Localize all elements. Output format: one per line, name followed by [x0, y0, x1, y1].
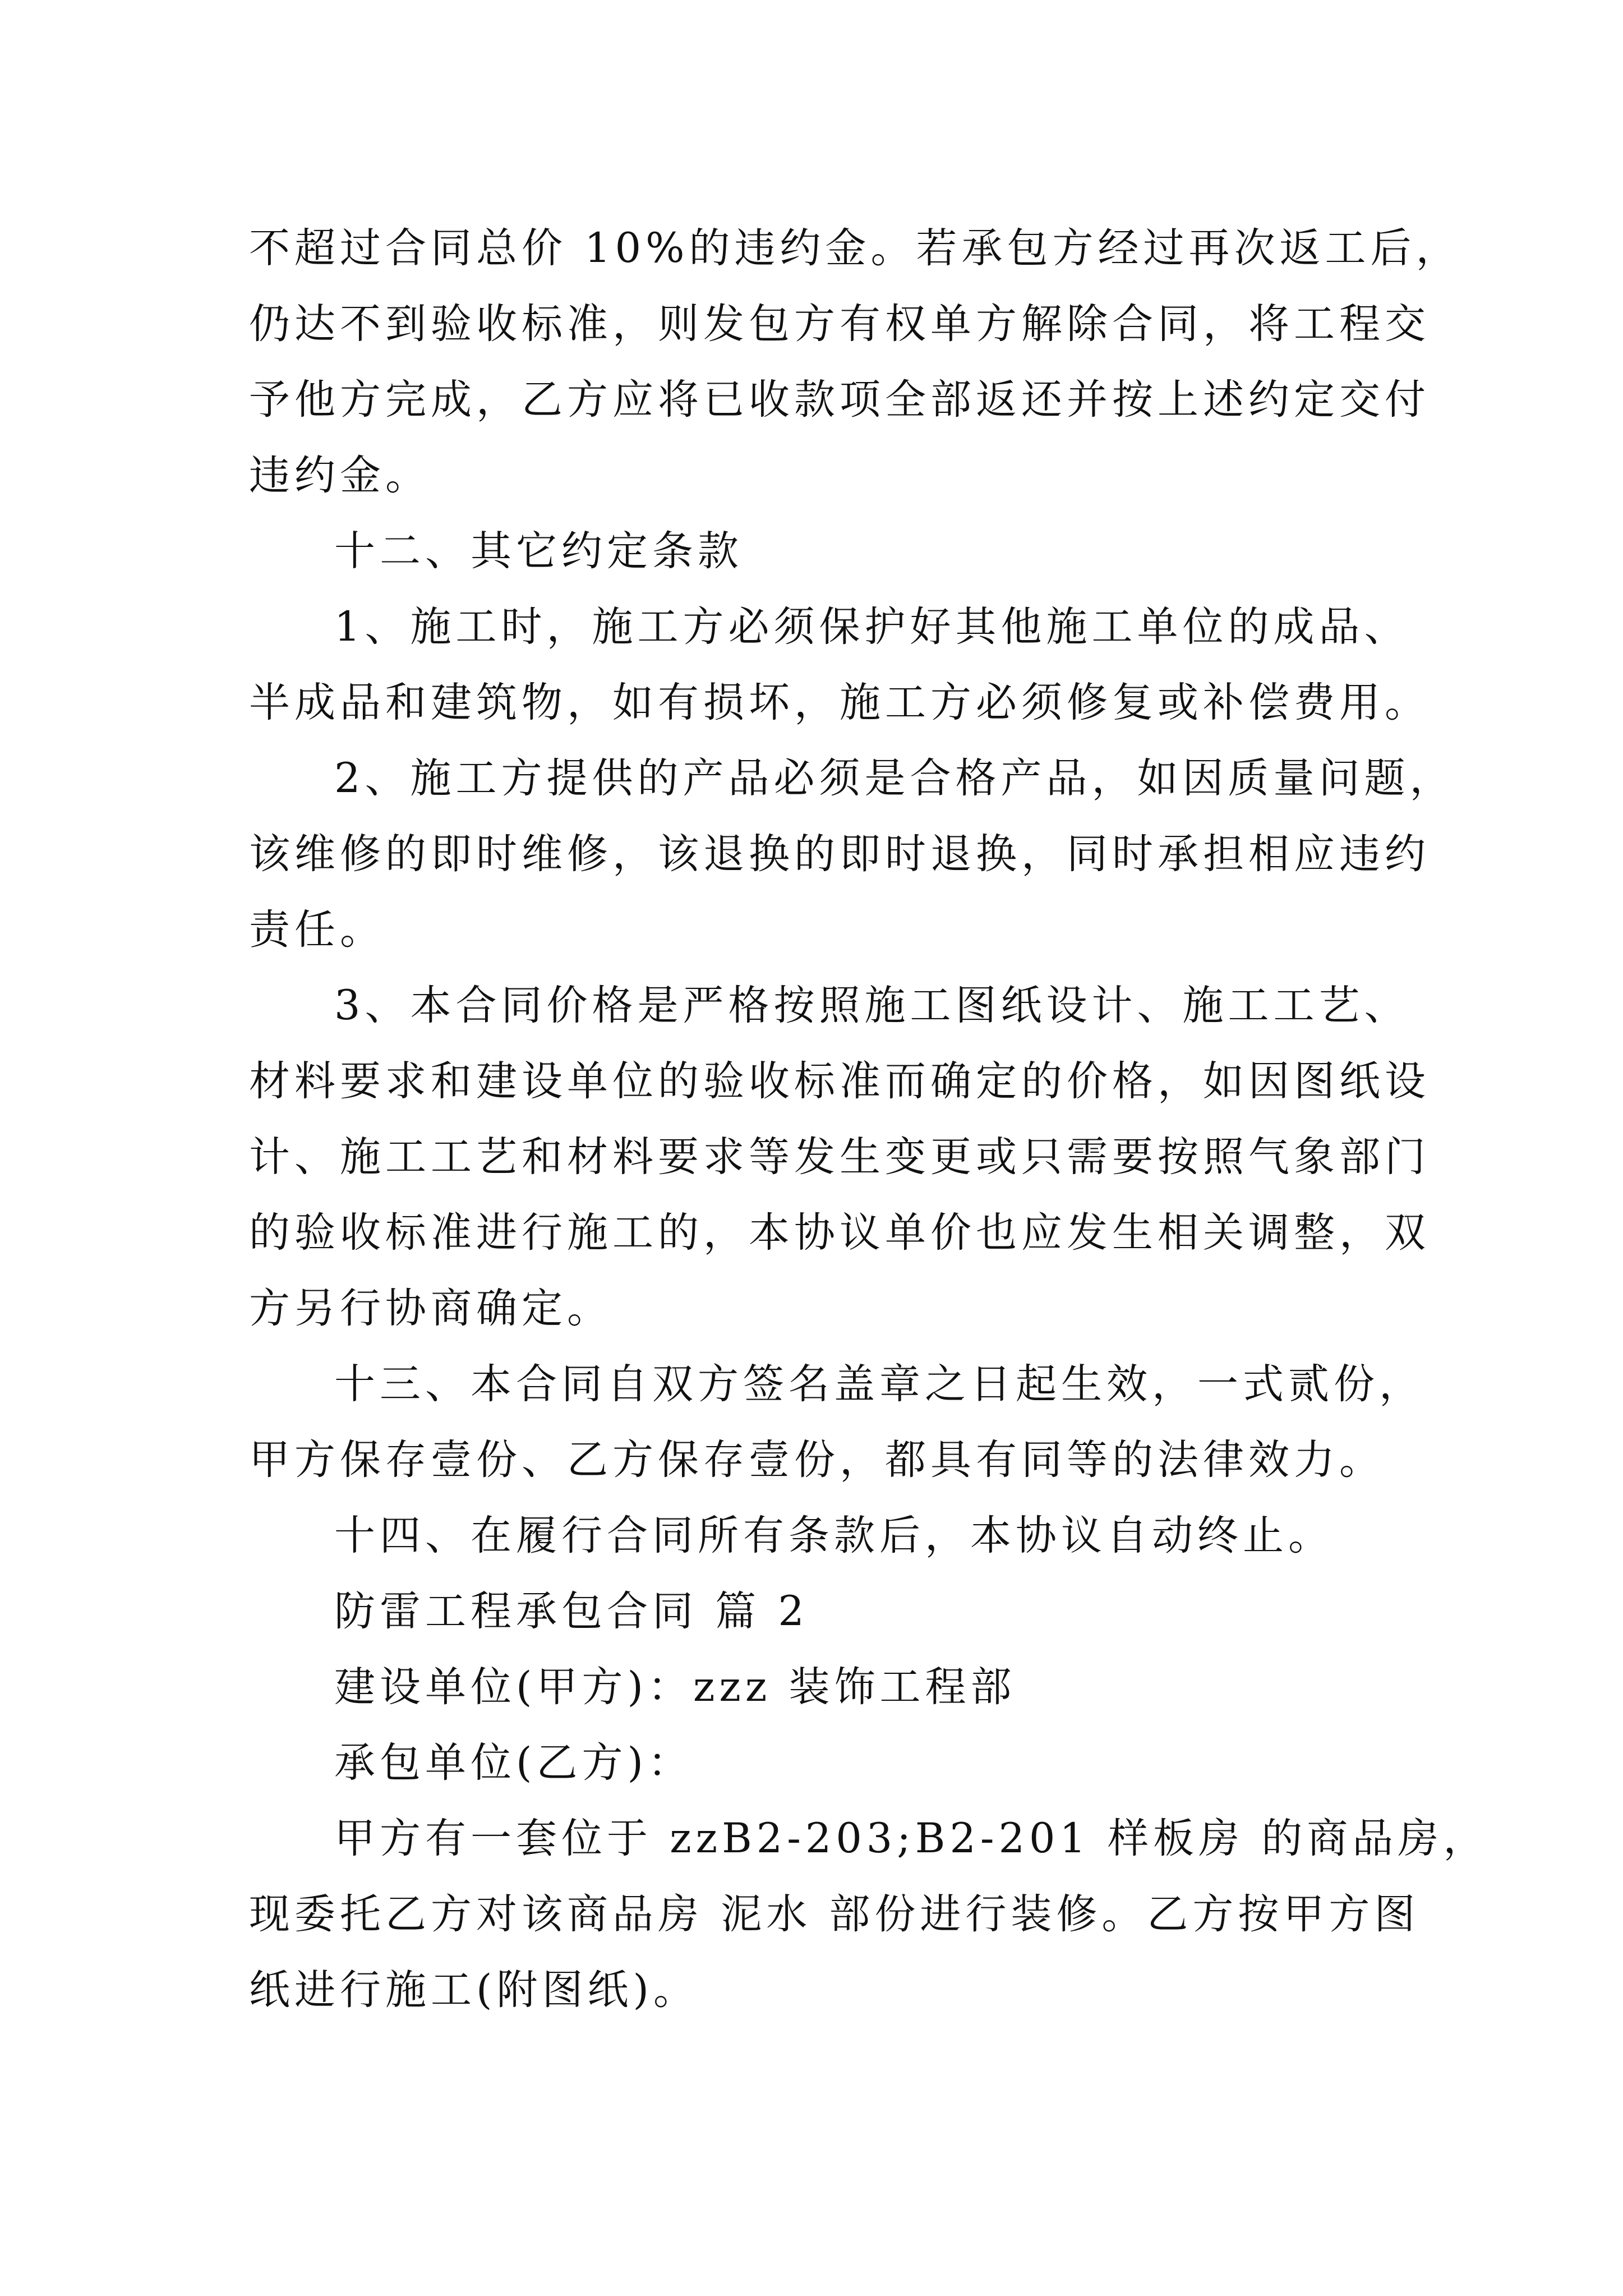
- text-line: 十三、本合同自双方签名盖章之日起生效，一式贰份，: [334, 1360, 1424, 1408]
- text-line: 建设单位(甲方)：zzz 装饰工程部: [334, 1663, 1016, 1711]
- text-line: 十二、其它约定条款: [334, 527, 743, 575]
- text-line: 责任。: [249, 906, 385, 954]
- text-line: 十四、在履行合同所有条款后，本协议自动终止。: [334, 1512, 1334, 1559]
- text-line: 计、施工工艺和材料要求等发生变更或只需要按照气象部门: [249, 1133, 1430, 1181]
- text-line: 违约金。: [249, 452, 431, 499]
- text-line: 纸进行施工(附图纸)。: [249, 1966, 699, 2014]
- document-body: [249, 210, 1489, 2028]
- text-line: 1、施工时，施工方必须保护好其他施工单位的成品、: [334, 603, 1410, 651]
- text-line: 半成品和建筑物，如有损坏，施工方必须修复或补偿费用。: [249, 679, 1430, 726]
- text-line: 2、施工方提供的产品必须是合格产品，如因质量问题，: [334, 754, 1455, 802]
- text-line: 方另行协商确定。: [249, 1285, 612, 1332]
- text-line: 现委托乙方对该商品房 泥水 部份进行装修。乙方按甲方图: [249, 1890, 1420, 1938]
- text-line: 甲方有一套位于 zzB2-203;B2-201 样板房 的商品房，: [334, 1815, 1489, 1862]
- text-line: 材料要求和建设单位的验收标准而确定的价格，如因图纸设: [249, 1057, 1430, 1105]
- text-line: 该维修的即时维修，该退换的即时退换，同时承担相应违约: [249, 830, 1430, 878]
- text-line: 甲方保存壹份、乙方保存壹份，都具有同等的法律效力。: [249, 1436, 1385, 1484]
- text-line: 3、本合同价格是严格按照施工图纸设计、施工工艺、: [334, 982, 1410, 1029]
- text-line: 予他方完成，乙方应将已收款项全部返还并按上述约定交付: [249, 376, 1430, 424]
- text-line: 仍达不到验收标准，则发包方有权单方解除合同，将工程交: [249, 300, 1430, 348]
- text-line: 承包单位(乙方)：: [334, 1739, 693, 1787]
- text-line: 不超过合同总价 10%的违约金。若承包方经过再次返工后，: [249, 224, 1461, 272]
- text-line: 防雷工程承包合同 篇 2: [334, 1588, 809, 1635]
- text-line: 的验收标准进行施工的，本协议单价也应发生相关调整，双: [249, 1209, 1430, 1257]
